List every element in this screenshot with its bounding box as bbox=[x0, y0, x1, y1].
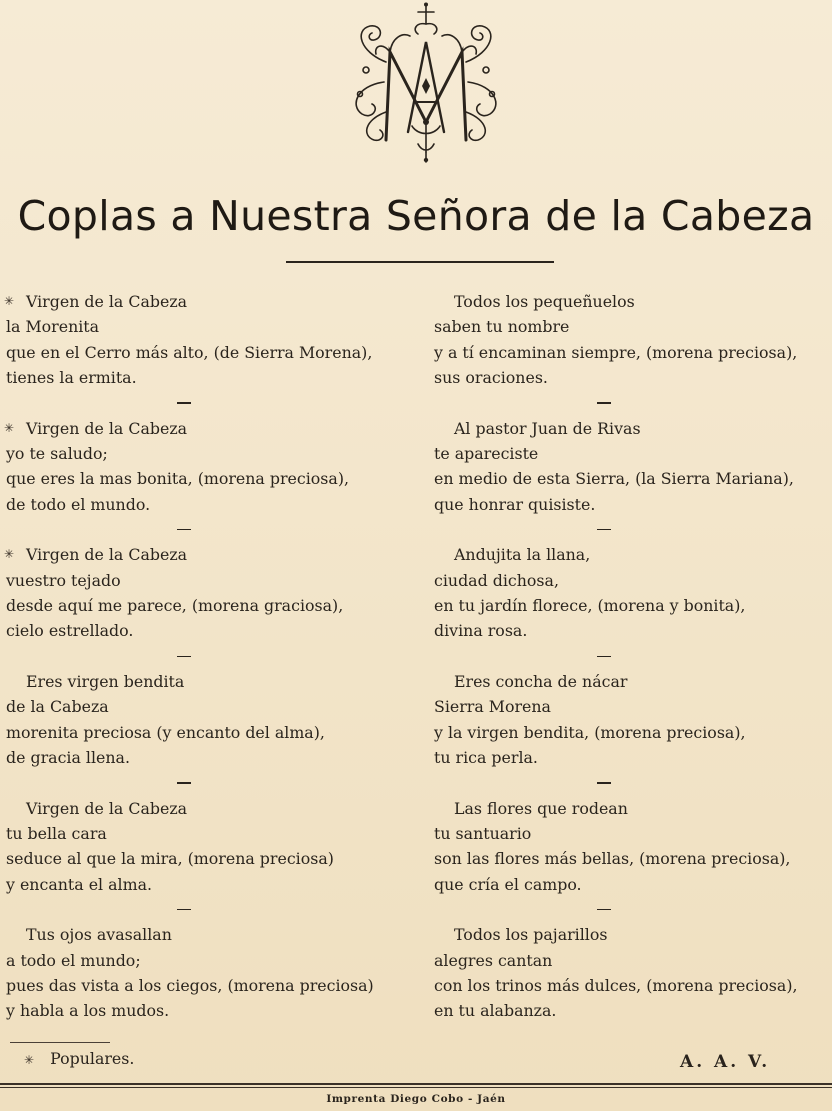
right-column bbox=[434, 289, 832, 1024]
stanza-separator bbox=[6, 390, 406, 416]
page-title: Coplas a Nuestra Señora de la Cabeza bbox=[17, 192, 815, 240]
verse-line: Todos los pajarillos bbox=[454, 925, 608, 945]
verse-line: tu bella cara bbox=[6, 824, 107, 844]
bottom-rule bbox=[0, 1083, 832, 1085]
verse-line: seduce al que la mira, (morena preciosa) bbox=[6, 849, 334, 869]
verse-line: de la Cabeza bbox=[6, 697, 109, 717]
stanza bbox=[6, 796, 406, 897]
verse-line: en tu alabanza. bbox=[434, 1001, 557, 1021]
verse-line: sus oraciones. bbox=[434, 367, 548, 387]
verse-line: tienes la ermita. bbox=[6, 367, 137, 387]
marian-monogram-icon bbox=[346, 2, 506, 164]
left-column bbox=[6, 289, 406, 1024]
stanza-separator bbox=[434, 897, 832, 923]
verse-line: que eres la mas bonita, (morena preciosa), bbox=[6, 469, 350, 489]
stanza bbox=[6, 416, 406, 517]
verse-line: y habla a los mudos. bbox=[6, 1001, 170, 1021]
verse-line: Eres virgen bendita bbox=[26, 672, 185, 692]
footnote-rule bbox=[10, 1042, 110, 1043]
author-signature: A. A. V. bbox=[680, 1052, 771, 1072]
verse-line: te apareciste bbox=[434, 443, 539, 463]
asterisk-star-icon: ✳ bbox=[4, 294, 15, 308]
bottom-rule bbox=[0, 1087, 832, 1088]
verse-line: que en el Cerro más alto, (de Sierra Morena), bbox=[6, 342, 373, 362]
verse-line: que cría el campo. bbox=[434, 874, 582, 894]
verse-line: Andujita la llana, bbox=[454, 545, 591, 565]
verse-line: ciudad dichosa, bbox=[434, 570, 559, 590]
verse-line: pues das vista a los ciegos, (morena preciosa) bbox=[6, 976, 374, 996]
stanza-separator bbox=[434, 390, 832, 416]
title-underline bbox=[286, 261, 554, 263]
verse-line: Virgen de la Cabeza bbox=[26, 418, 188, 438]
verse-line: Virgen de la Cabeza bbox=[26, 798, 188, 818]
stanza bbox=[434, 669, 832, 770]
verse-line: y a tí encaminan siempre, (morena preciosa), bbox=[434, 342, 798, 362]
verse-line: Al pastor Juan de Rivas bbox=[454, 418, 641, 438]
verse-line: desde aquí me parece, (morena graciosa), bbox=[6, 595, 344, 615]
verse-line: con los trinos más dulces, (morena preciosa), bbox=[434, 976, 798, 996]
stanza-separator bbox=[6, 770, 406, 796]
verse-line: Eres concha de nácar bbox=[454, 672, 628, 692]
verse-line: y encanta el alma. bbox=[6, 874, 153, 894]
verse-line: de todo el mundo. bbox=[6, 494, 151, 514]
stanza bbox=[6, 542, 406, 643]
stanza-separator bbox=[434, 770, 832, 796]
verse-line: de gracia llena. bbox=[6, 747, 130, 767]
verse-line: en medio de esta Sierra, (la Sierra Mariana), bbox=[434, 469, 794, 489]
stanza-separator bbox=[6, 517, 406, 543]
verse-line: son las flores más bellas, (morena preciosa), bbox=[434, 849, 791, 869]
stanza bbox=[434, 922, 832, 1023]
footnote-text: Populares. bbox=[50, 1049, 135, 1068]
verse-line: Sierra Morena bbox=[434, 697, 551, 717]
verse-line: que honrar quisiste. bbox=[434, 494, 596, 514]
verse-line: en tu jardín florece, (morena y bonita), bbox=[434, 595, 746, 615]
verse-line: Todos los pequeñuelos bbox=[454, 292, 635, 311]
printer-imprint: Imprenta Diego Cobo - Jaén bbox=[326, 1093, 506, 1105]
verse-line: morenita preciosa (y encanto del alma), bbox=[6, 722, 325, 742]
verse-line: vuestro tejado bbox=[6, 570, 121, 590]
asterisk-star-icon: ✳ bbox=[4, 547, 15, 562]
verse-line: Virgen de la Cabeza bbox=[26, 292, 188, 311]
verse-line: alegres cantan bbox=[434, 950, 553, 970]
verse-line: tu rica perla. bbox=[434, 747, 538, 767]
asterisk-star-icon: ✳ bbox=[24, 1053, 35, 1067]
stanza bbox=[434, 796, 832, 897]
verse-line: yo te saludo; bbox=[6, 443, 108, 463]
verse-line: la Morenita bbox=[6, 317, 100, 337]
stanza bbox=[434, 289, 832, 390]
stanza-separator bbox=[434, 644, 832, 670]
stanza bbox=[434, 416, 832, 517]
verse-line: cielo estrellado. bbox=[6, 621, 134, 641]
stanza bbox=[6, 289, 406, 390]
stanza-separator bbox=[6, 644, 406, 670]
verse-line: tu santuario bbox=[434, 824, 532, 844]
verse-line: y la virgen bendita, (morena preciosa), bbox=[434, 722, 746, 742]
verse-line: a todo el mundo; bbox=[6, 950, 141, 970]
asterisk-star-icon: ✳ bbox=[4, 420, 15, 435]
footnote bbox=[24, 1049, 134, 1068]
verse-line: saben tu nombre bbox=[434, 317, 570, 337]
stanza bbox=[6, 922, 406, 1023]
stanza-separator bbox=[6, 897, 406, 923]
verse-line: Las flores que rodean bbox=[454, 798, 628, 818]
stanza bbox=[434, 542, 832, 643]
verse-line: Virgen de la Cabeza bbox=[26, 545, 188, 565]
stanza-separator bbox=[434, 517, 832, 543]
stanza bbox=[6, 669, 406, 770]
verse-line: Tus ojos avasallan bbox=[26, 925, 172, 945]
verse-line: divina rosa. bbox=[434, 621, 528, 641]
